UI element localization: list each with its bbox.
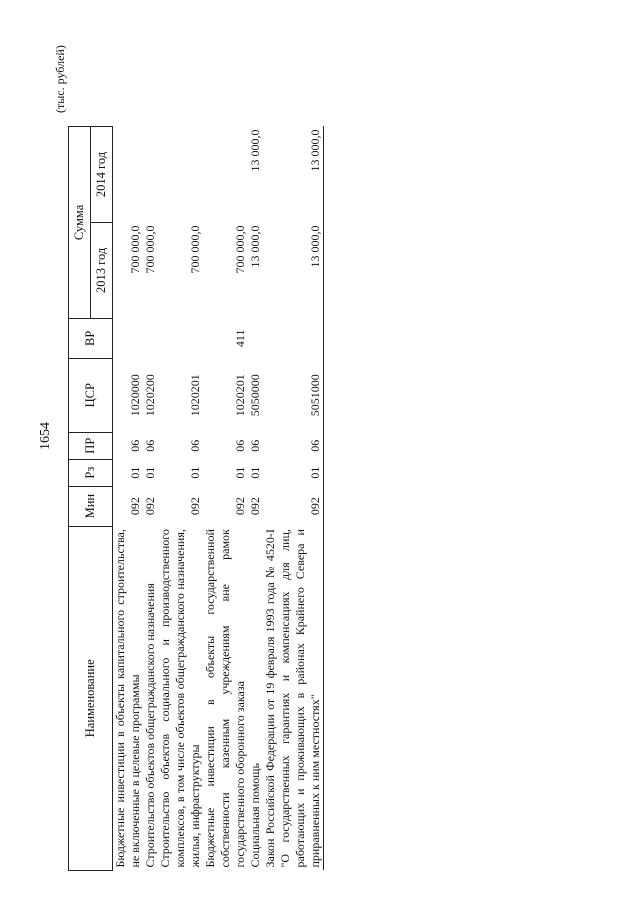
row-2013: 700 000,0	[233, 225, 247, 274]
row-name: Бюджетные инвестиции в объекты государственной собственности казенным учреждениям вне рамок государственного оборонного заказа	[203, 529, 247, 868]
row-csr: 5051000	[263, 358, 324, 432]
row-vr	[248, 318, 263, 358]
row-2014	[203, 127, 248, 223]
row-rz: 01	[233, 466, 247, 479]
row-min: 092	[143, 497, 157, 516]
row-rz: 01	[188, 466, 202, 479]
row-vr: 411	[233, 329, 247, 348]
row-2013: 700 000,0	[128, 225, 142, 274]
row-csr: 1020201	[188, 374, 202, 417]
row-2013: 700 000,0	[188, 225, 202, 274]
units-label: (тыс. рублей)	[53, 45, 67, 113]
table-row	[143, 127, 158, 871]
header-name: Наименование	[69, 526, 113, 870]
header-min: Мин	[69, 486, 113, 526]
row-pr: 06	[248, 439, 262, 452]
row-csr: 5050000	[248, 374, 262, 417]
header-csr: ЦСР	[69, 358, 113, 432]
row-name: Закон Российской Федерации от 19 февраля 1993 года № 4520-I "О государственных гарантиях и компенсациях для лиц, работающих и проживающих в районах Крайнего Севера и приравненных к ним местностях"	[263, 526, 324, 870]
row-csr: 1020000	[128, 374, 142, 417]
header-vr: ВР	[69, 318, 113, 358]
row-name: Социальная помощь	[248, 762, 262, 868]
table-row	[158, 127, 203, 871]
table-row	[248, 127, 263, 871]
row-2014	[143, 127, 158, 223]
row-vr	[143, 318, 158, 358]
budget-table	[68, 126, 324, 871]
row-min: 092	[248, 497, 262, 516]
row-csr: 1020200	[143, 374, 157, 417]
row-rz: 01	[263, 459, 324, 486]
row-pr: 06	[128, 439, 142, 452]
row-pr: 06	[233, 439, 247, 452]
row-2014	[158, 127, 203, 223]
row-vr	[113, 318, 144, 358]
row-pr: 06	[188, 439, 202, 452]
header-sum: Сумма	[69, 127, 91, 319]
header-2013: 2013 год	[91, 222, 113, 318]
header-2014: 2014 год	[91, 127, 113, 223]
row-name: Строительство объектов социального и производственного комплексов, в том числе объектов общегражданского назначения, жилья, инфраструктуры	[158, 529, 202, 868]
row-2013: 13 000,0	[248, 225, 262, 268]
row-min: 092	[188, 497, 202, 516]
row-pr: 06	[263, 432, 324, 459]
row-min: 092	[263, 486, 324, 526]
row-2014	[113, 127, 144, 223]
row-2014: 13 000,0	[248, 129, 262, 172]
row-rz: 01	[128, 466, 142, 479]
row-min: 092	[128, 497, 142, 516]
row-vr	[263, 318, 324, 358]
row-name: Бюджетные инвестиции в объекты капитального строительства, не включенные в целевые программы	[113, 529, 142, 868]
page-number: 1654	[38, 422, 53, 450]
row-2014: 13 000,0	[263, 127, 324, 223]
row-min: 092	[233, 497, 247, 516]
table-row	[113, 127, 144, 871]
row-pr: 06	[143, 439, 157, 452]
row-name: Строительство объектов общегражданского назначения	[143, 583, 157, 868]
row-csr: 1020201	[233, 374, 247, 417]
row-rz: 01	[143, 466, 157, 479]
row-rz: 01	[248, 466, 262, 479]
row-vr	[158, 318, 203, 358]
row-2013: 13 000,0	[263, 222, 324, 318]
header-rz: Рз	[69, 459, 113, 486]
header-pr: ПР	[69, 432, 113, 459]
table-row	[263, 127, 324, 871]
table-row	[203, 127, 248, 871]
row-2013: 700 000,0	[143, 225, 157, 274]
